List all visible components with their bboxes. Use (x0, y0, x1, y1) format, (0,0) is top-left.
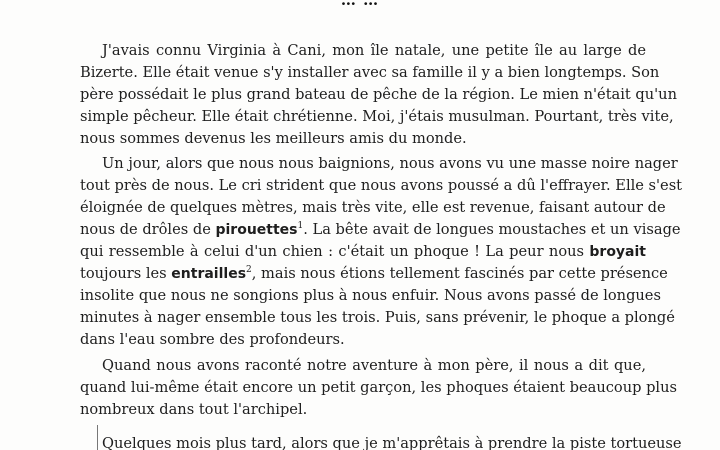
bold-term-pirouettes: pirouettes (215, 222, 298, 238)
paragraph-4 (80, 433, 682, 450)
bold-term-entrailles: entrailles (171, 266, 247, 282)
text-run: , mais nous étions tellement fascinés par cette présence (251, 265, 668, 282)
paragraph-3 (80, 355, 677, 421)
paragraph-1 (80, 40, 677, 150)
text-line: insolite que nous ne songions plus à nous enfuir. Nous avons passé de longues (80, 287, 661, 304)
text-line: J'avais connu Virginia à Cani, mon île natale, une petite île au large de (102, 42, 646, 59)
text-run: . La bête avait de longues moustaches et un visage (303, 221, 681, 238)
text-line: nombreux dans tout l'archipel. (80, 401, 308, 418)
text-line: dans l'eau sombre des profondeurs. (80, 331, 345, 348)
text-line: Quelques mois plus tard, alors que je m'apprêtais à prendre la piste tortueuse (102, 435, 682, 450)
paragraph-2 (80, 153, 683, 351)
footnote-marker-2: 2 (246, 265, 252, 276)
text-line: Quand nous avons raconté notre aventure à mon père, il nous a dit que, (102, 357, 646, 374)
text-line: tout près de nous. Le cri strident que nous avons poussé a dû l'effrayer. Elle s'est (80, 177, 683, 194)
bold-term-broyait: broyait (589, 244, 646, 260)
text-line: simple pêcheur. Elle était chrétienne. Moi, j'étais musulman. Pourtant, très vite, (80, 108, 674, 125)
footnote-marker-1: 1 (297, 221, 304, 232)
text-line: éloignée de quelques mètres, mais très vite, elle est revenue, faisant autour de (80, 199, 666, 216)
text-line: quand lui-même était encore un petit garçon, les phoques étaient beaucoup plus (80, 379, 677, 396)
page-header-fragment: … … (340, 0, 380, 9)
text-line: minutes à nager ensemble tous les trois. Puis, sans prévenir, le phoque a plongé (80, 309, 675, 326)
text-line-with-footnote (80, 263, 668, 285)
text-line: Un jour, alors que nous nous baignions, nous avons vu une masse noire nager (102, 155, 678, 172)
text-line: Bizerte. Elle était venue s'y installer avec sa famille il y a bien longtemps. Son (80, 64, 660, 81)
text-run: nous de drôles de (80, 221, 216, 238)
text-line-with-bold (80, 241, 646, 263)
text-run: toujours les (80, 265, 172, 282)
text-line-with-footnote (80, 219, 681, 241)
text-line: père possédait le plus grand bateau de pêche de la région. Le mien n'était qu'un (80, 86, 677, 103)
text-run: qui ressemble à celui d'un chien : c'était un phoque ! La peur nous (80, 243, 590, 260)
text-line: nous sommes devenus les meilleurs amis du monde. (80, 130, 467, 147)
